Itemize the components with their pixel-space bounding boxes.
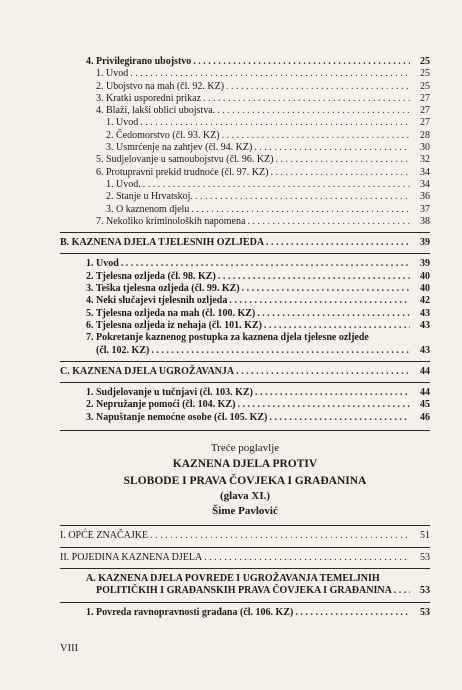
toc-entry: 5. Tjelesna ozljeda na mah (čl. 100. KZ) . . . 43 (86, 308, 430, 320)
chapter-title-line1: KAZNENA DJELA PROTIV (172, 458, 318, 471)
toc-list-b (60, 258, 430, 332)
divider (60, 232, 430, 233)
divider (60, 602, 430, 603)
toc-entry: 1. Uvod . . . 39 (86, 258, 430, 270)
toc-list-c (60, 387, 430, 424)
toc-entry: 7. Nekoliko kriminoloških napomena . . . 38 (60, 216, 430, 228)
toc-entry: 3. O kaznenom djelu . . . 37 (60, 204, 430, 216)
chapter-heading (60, 441, 430, 519)
toc-entry: 6. Protupravni prekid trudnoće (čl. 97. KZ) . . . 34 (60, 167, 430, 179)
toc-part-2: II. POJEDINA KAZNENA DJELA . . . 53 (60, 552, 430, 564)
toc-entry: 5. Sudjelovanje u samoubojstvu (čl. 96. KZ) . . . 32 (60, 154, 430, 166)
toc-section-a: A. KAZNENA DJELA POVREDE I UGROŽAVANJA TEMELJNIH POLITIČKIH I GRAĐANSKIH PRAVA ČOVJEKA I GRAĐANINA . . . 53 (60, 573, 430, 598)
toc-section-c: C. KAZNENA DJELA UGROŽAVANJA . . . 44 (60, 366, 430, 378)
toc-entry: 3. Kratki usporedni prikaz . . . 27 (60, 93, 430, 105)
chapter-title-line2: SLOBODE I PRAVA ČOVJEKA I GRAĐANINA (123, 474, 367, 487)
toc-list-a (60, 607, 430, 619)
divider (60, 525, 430, 526)
toc-entry: 2. Tjelesna ozljeda (čl. 98. KZ) . . . 40 (86, 271, 430, 283)
toc-entry: 1. Uvod . . . 27 (60, 117, 430, 129)
toc-entry-b7: 7. Pokretanje kaznenog postupka za kaznena djela tjelesne ozljede (čl. 102. KZ) . . . 43 (60, 332, 430, 357)
toc-entry: 4. Privilegirano ubojstvo . . . 25 (60, 56, 430, 68)
toc-section-b: B. KAZNENA DJELA TJELESNIH OZLJEDA . . . 39 (60, 237, 430, 249)
toc-entry: 2. Čedomorstvo (čl. 93. KZ) . . . 28 (60, 130, 430, 142)
toc-entry: 6. Tjelesna ozljeda iz nehaja (čl. 101. KZ) . . . 43 (86, 320, 430, 332)
chapter-number: Treće poglavlje (210, 442, 280, 455)
divider (60, 547, 430, 548)
toc-list-top (60, 56, 430, 228)
toc-entry: 2. Ubojstvo na mah (čl. 92. KZ) . . . 25 (60, 81, 430, 93)
divider (60, 568, 430, 569)
chapter-author: Šime Pavlović (212, 504, 278, 517)
toc-entry: 3. Usmrćenje na zahtjev (čl. 94. KZ) . . . 30 (60, 142, 430, 154)
toc-entry: 1. Povreda ravnopravnosti građana (čl. 106. KZ) . . . 53 (86, 607, 430, 619)
chapter-title-line3: (glava XI.) (219, 489, 271, 502)
divider (60, 361, 430, 362)
divider (60, 430, 430, 431)
divider (60, 382, 430, 383)
toc-entry: 4. Neki slučajevi tjelesnih ozljeda . . . 42 (86, 295, 430, 307)
toc-entry: 1. Sudjelovanje u tučnjavi (čl. 103. KZ) . . . 44 (86, 387, 430, 399)
divider (60, 253, 430, 254)
toc-entry: 3. Teška tjelesna ozljeda (čl. 99. KZ) . . . 40 (86, 283, 430, 295)
toc-entry: 2. Stanje u Hrvatskoj. . . . 36 (60, 191, 430, 203)
toc-entry: 4. Blaži, lakši oblici ubojstva. . . . 27 (60, 105, 430, 117)
toc-entry: 1. Uvod. . . . 34 (60, 179, 430, 191)
table-of-contents (60, 56, 430, 619)
toc-entry: 2. Nepružanje pomoći (čl. 104. KZ) . . . 45 (86, 399, 430, 411)
toc-entry: 3. Napuštanje nemoćne osobe (čl. 105. KZ) . . . 46 (86, 412, 430, 424)
toc-part-1: I. OPĆE ZNAČAJKE . . . 51 (60, 530, 430, 542)
toc-entry: 1. Uvod . . . 25 (60, 68, 430, 80)
page-number: VIII (60, 643, 79, 654)
